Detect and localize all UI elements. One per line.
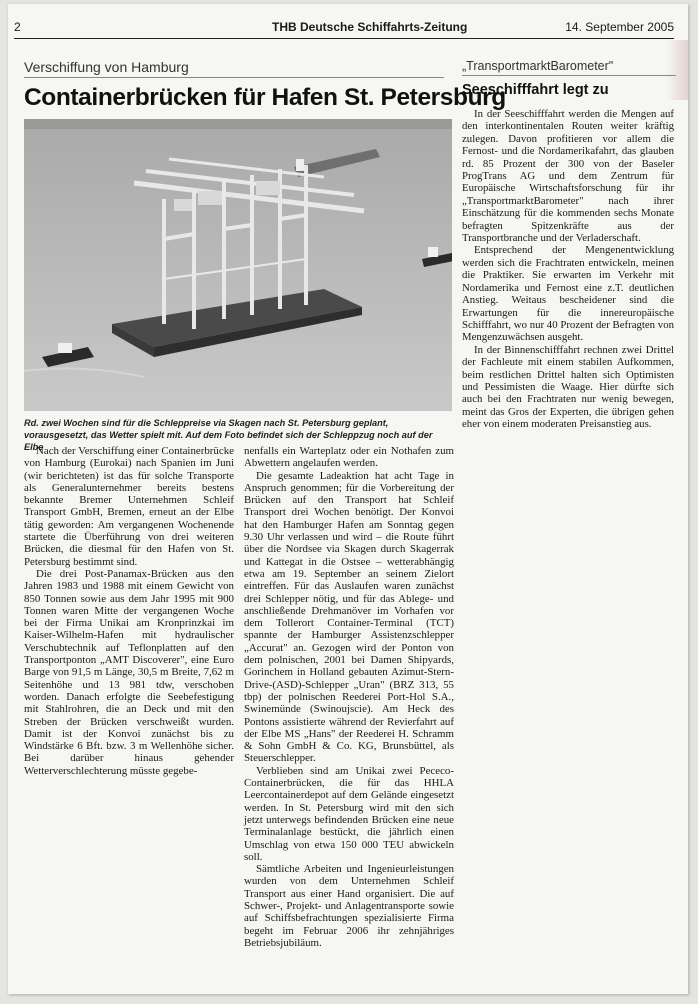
page-number: 2 [14,20,21,34]
paragraph: Die gesamte Ladeaktion hat acht Tage in Anspruch genommen; für die Vorbereitung der Brücken auf den Transport hat Schleif Transport drei Wochen benötigt. Der Konvoi hat den Hamburger Hafen am Sonntag gegen 9.30 Uhr verlassen und wird – die Route führt über die Nordsee via Skagen durch Skagerrak und Kattegat in die Ostsee – wetterabhängig etwa am 19. September an seinem Zielort eintreffen. Für das Auslaufen waren zunächst drei Schlepper nötig, und für das Ablege- und anschließende Drehmanöver im Vorhafen vor dem Tollerort Container-Terminal (TCT) spannte der Hamburger Assistenzschlepper „Accurat" an. Gezogen wird der Ponton von dem polnischen, 2001 bei Damen Shipyards, Gorinchem in Holland gebauten Azimut-Stern-Drive-(ASD)-Schlepper „Uran" (BRZ 313, 55 tbp) der polnischen Reederei Port-Hol S.A., Swinemünde (Swinoujscie). Am Heck des Pontons assistierte während der Revierfahrt auf der Elbe MS „Hans" der Reederei H. Schramm & Sohn GmbH & Co. KG, Brunsbüttel, als Steuerschlepper. [244,469,454,765]
paragraph: In der Binnenschifffahrt rechnen zwei Drittel der Fachleute mit einem stabilen Aufkommen, beim restlichen Drittel halten sich Optimisten und Pessimisten die Waage. Hier dürfte sich auch bei den Frachtraten nur wenig bewegen, meint das Gros der Experten, die übrigen gehen eher von einem moderaten Preisanstieg aus. [462,343,674,431]
paragraph: Die drei Post-Panamax-Brücken aus den Jahren 1983 und 1988 mit einem Gewicht von 850 Tonnen sowie aus dem Jahr 1995 mit 900 Tonnen waren Mitte der vergangenen Woche bei der Firma Unikai am Kronprinzkai im Kaiser-Wilhelm-Hafen mit hydraulischer Verschubtechnik auf Teflonplatten auf den Transportponton „AMT Discoverer", eine Euro Barge von 91,5 m Länge, 30,5 m Breite, 7,62 m Seitenhöhe und 13 981 tdw, verschoben worden. Danach erfolgte die Seebefestigung mit Stahlrohren, die an Deck und mit den Streben der Brücken verschweißt wurden. Damit ist der Konvoi zunächst bis zu Windstärke 6 Bft. bzw. 3 m Wellenhöhe sicher. Bei darüber hinaus gehender Wetterverschlechterung müsste gegebe- [24,567,234,777]
side-article-kicker: „TransportmarktBarometer" [462,59,676,76]
harbor-photo-illustration [24,119,452,411]
side-article-headline: Seeschifffahrt legt zu [462,82,609,98]
newspaper-name: THB Deutsche Schiffahrts-Zeitung [272,20,468,34]
photo-caption: Rd. zwei Wochen sind für die Schleppreise via Skagen nach St. Petersburg geplant, vorausgesetzt, das Wetter spielt mit. Auf dem Foto befindet sich der Schleppzug noch auf der Elbe [24,418,433,452]
newspaper-page [8,4,688,994]
paragraph: Nach der Verschiffung einer Containerbrücke von Hamburg (Eurokai) nach Spanien im Juni (wir berichteten) ist das für solche Transporte als Generalunternehmer bereits bestens bekannte Bremer Unternehmen Schleif Transport GmbH, Bremen, erneut an der Elbe tätig geworden: Am vergangenen Wochenende startete die Überführung von drei weiteren Brücken, die diesmal für den Hafen von St. Petersburg bestimmt sind. [24,445,234,568]
issue-date: 14. September 2005 [565,20,674,34]
side-article-column [462,108,674,431]
article-column-1 [24,445,234,777]
paragraph: Entsprechend der Mengenentwicklung werden sich die Frachtraten entwickeln, meinen die Praktiker. Sie erwarten im Verkehr mit Nordamerika und Fernost eine z.T. deutlichen Anstieg. Weitaus bescheidener sind die Erwartungen für die innereuropäische Schifffahrt, wo nur 40 Prozent der Befragten von Mengenzuwächsen ausgeht. [462,244,674,344]
article-headline: Containerbrücken für Hafen St. Petersburg [24,84,506,111]
paragraph: In der Seeschifffahrt werden die Mengen auf den interkontinentalen Routen weiter kräftig zulegen. Davon profitieren vor allem die Fernost- und die Nordamerikafahrt, das glauben rd. 85 Prozent der 300 von der Baseler ProgTrans AG und dem Zentrum für Europäische Wirtschaftsforschung für ihr „TransportmarktBarometer" nach ihrer Einschätzung für die kommenden sechs Monate befragten Spitzenkräfte aus der Transportbranche und der Verladerschaft. [462,108,674,245]
article-photo [24,119,452,411]
article-column-2 [244,445,454,949]
paragraph: nenfalls ein Warteplatz oder ein Nothafen zum Abwettern angelaufen werden. [244,445,454,470]
article-kicker: Verschiffung von Hamburg [24,59,444,78]
page-header [14,20,674,39]
paragraph: Sämtliche Arbeiten und Ingenieurleistungen wurden von dem Unternehmen Schleif Transport aus einer Hand organisiert. Die auf Schwer-, Projekt- und Anlagentransporte sowie auf Schiffsbefrachtungen spezialisierte Firma begeht im Februar 2006 ihr zehnjähriges Betriebsjubiläum. [244,863,454,949]
paragraph: Verblieben sind am Unikai zwei Pececo-Containerbrücken, die für das HHLA Leercontainerdepot auf dem Gelände eingesetzt werden. In St. Petersburg wird mit den sich jetzt unterwegs befindenden Brücken eine neue Terminalanlage bestückt, die jährlich einen Umschlag von etwa 150 000 TEU abwickeln soll. [244,764,454,863]
